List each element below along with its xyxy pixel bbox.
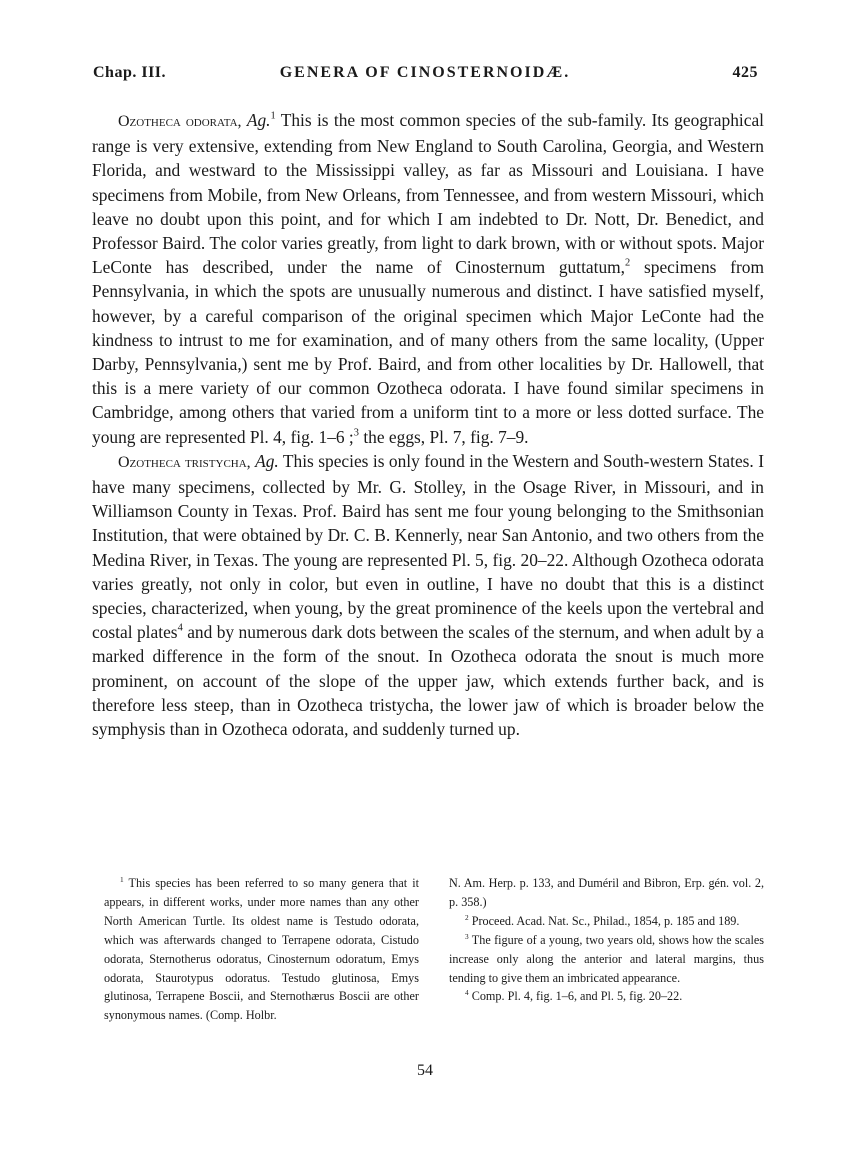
footnote-text: This species has been referred to so many genera that it appears, in different works, under more names than any other North American Turtle. Its oldest name is Testudo odorata, which was afterwards changed to Terrapene odorata, Cistudo odorata, Sternotherus odoratus, Cinosternum odoratum, Emys odorata, Staurotypus odoratus. Testudo glutinosa, Emys glutinosa, Terrapene Boscii, and Sternothærus Boscii are other synonymous names. (Comp. Holbr. [104, 876, 419, 1023]
footnote-ref: 3 [353, 427, 359, 439]
running-title: GENERA OF CINOSTERNOIDÆ. [279, 64, 571, 81]
footnote-ref: 2 [625, 257, 631, 269]
author-abbrev: Ag. [246, 110, 271, 130]
author-abbrev: Ag. [255, 450, 279, 471]
footnote-2 [449, 912, 764, 931]
paragraph-text: This is the most common species of the sub-family. Its geographical range is very extensive, extending from New England to South Carolina, Georgia, and Western Florida, and westward to the Mississippi valley, as far as Missouri and Louisiana. I have specimens from Mobile, from New Orleans, from Tennessee, and from western Missouri, which leave no doubt upon this point, and for which I am indebted to Dr. Nott, Dr. Benedict, and Professor Baird. The color varies greatly, from light to dark brown, with or without spots. Major LeConte has described, under the name of Cinosternum guttatum, [92, 110, 764, 278]
footnote-column-left [104, 874, 419, 1025]
footnote-text: The figure of a young, two years old, shows how the scales increase only along the anterior and lateral margins, thus tending to give them an imbricated appearance. [449, 932, 764, 985]
footnote-column-right [449, 874, 764, 1025]
paragraph-ozotheca-odorata [92, 108, 764, 449]
paragraph-ozotheca-tristycha [92, 449, 764, 741]
footnote-4 [449, 987, 764, 1006]
main-text [92, 108, 764, 741]
species-name: Ozotheca tristycha, [118, 453, 251, 471]
footnote-ref: 1 [270, 110, 276, 122]
paragraph-text: the eggs, Pl. 7, fig. 7–9. [358, 426, 529, 447]
paragraph-text: specimens from Pennsylvania, in which the spots are unusually numerous and distinct. I have satisfied myself, however, by a careful comparison of the original specimen which Major LeConte had the kindness to intrust to me for examination, and of many others from the same locality, (Upper Darby, Pennsylvania,) sent me by Prof. Baird, and from other localities by Dr. Hallowell, that this is a mere variety of our common Ozotheca odorata. I have found similar specimens in Cambridge, among others that varied from a uniform tint to a more or less dotted surface. The young are represented Pl. 4, fig. 1–6 ; [92, 257, 764, 447]
paragraph-text: This species is only found in the Western and South-western States. I have many specimens, collected by Mr. G. Stolley, in the Osage River, in Missouri, and in Williamson County in Texas. Prof. Baird has sent me four young belonging to the Smithsonian Institution, that were obtained by Dr. C. B. Kennerly, near San Antonio, and two others from the Medina River, in Texas. The young are represented Pl. 5, fig. 20–22. Although Ozotheca odorata varies greatly, not only in color, but even in outline, I have no doubt that this is a distinct species, characterized, when young, by the great prominence of the keels upon the vertebral and costal plates [92, 450, 764, 643]
footnote-1 [104, 874, 419, 1025]
footnote-marker: 4 [465, 988, 469, 998]
footnote-marker: 3 [465, 931, 469, 941]
footnote-3 [449, 931, 764, 988]
footnote-marker: 1 [120, 874, 124, 884]
footnote-text: Proceed. Acad. Nat. Sc., Philad., 1854, p. 185 and 189. [468, 913, 740, 928]
paragraph-text: and by numerous dark dots between the scales of the sternum, and when adult by a marked difference in the form of the snout. In Ozotheca odorata the snout is much more prominent, on account of the slope of the upper jaw, which extends further back, and is therefore less steep, than in Ozotheca tristycha, the lower jaw of which is broader below the symphysis than in Ozotheca odorata, and suddenly turned up. [92, 622, 765, 740]
species-name: Ozotheca odorata, [118, 113, 242, 130]
footnote-text: Comp. Pl. 4, fig. 1–6, and Pl. 5, fig. 20–22. [468, 989, 683, 1004]
footnote-ref: 4 [177, 622, 183, 634]
page-number: 425 [732, 64, 758, 81]
footnote-1-continued [449, 874, 764, 912]
footnote-marker: 2 [465, 912, 469, 922]
signature-mark: 54 [417, 1062, 433, 1079]
chapter-label: Chap. III. [93, 64, 167, 81]
footnotes [104, 874, 764, 1025]
footnote-text: N. Am. Herp. p. 133, and Duméril and Bibron, Erp. gén. vol. 2, p. 358.) [449, 876, 764, 909]
